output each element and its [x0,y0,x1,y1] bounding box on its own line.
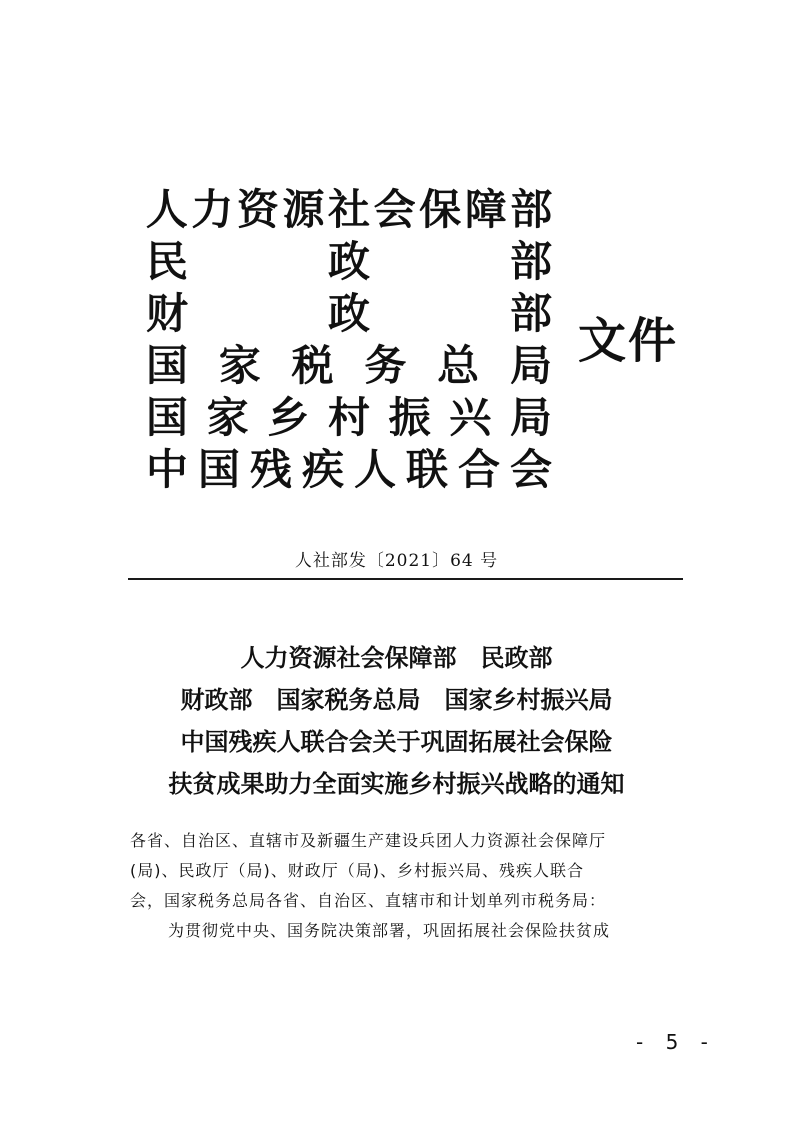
issuer-char: 振 [388,393,431,442]
issuer-char: 障 [464,185,507,234]
issuer-char: 国 [145,341,188,390]
body-line: (局)、民政厅（局)、财政厅（局)、乡村振兴局、残疾人联合 [130,861,584,880]
title-line: 扶贫成果助力全面实施乡村振兴战略的通知 [168,769,625,798]
issuer-char: 财 [145,289,188,338]
issuer-row-nrra [144,392,554,444]
body-line: 会，国家税务总局各省、自治区、直辖市和计划单列市税务局： [130,891,607,910]
issuer-row-sat [144,340,554,392]
issuer-char: 残 [249,445,292,494]
issuer-char: 家 [206,393,249,442]
issuer-char: 会 [373,185,416,234]
issuer-char: 会 [509,445,552,494]
title-line: 人力资源社会保障部 民政部 [240,643,553,672]
issuer-char: 民 [145,237,188,286]
issuer-char: 联 [405,445,448,494]
issuer-char: 部 [509,237,552,286]
document-body [130,826,690,946]
issuer-char: 村 [327,393,370,442]
issuer-char: 务 [364,341,407,390]
issuer-char: 政 [327,289,370,338]
page-number: - 5 - [636,1030,716,1054]
document-suffix: 文件 [578,313,679,369]
issuer-char: 兴 [449,393,492,442]
issuer-row-mca [144,236,554,288]
title-line: 财政部 国家税务总局 国家乡村振兴局 [180,685,613,714]
issuer-char: 社 [328,185,371,234]
document-number: 人社部发〔2021〕64 号 [294,551,499,571]
issuer-char: 人 [145,185,188,234]
issuer-char: 家 [218,341,261,390]
document-title [0,637,793,805]
issuer-char: 局 [509,393,552,442]
body-line: 各省、自治区、直辖市及新疆生产建设兵团人力资源社会保障厅 [130,831,607,850]
issuer-char: 政 [327,237,370,286]
issuer-char: 合 [457,445,500,494]
issuer-char: 力 [191,185,234,234]
issuer-row-mohrss [144,184,554,236]
issuer-char: 税 [291,341,334,390]
issuer-char: 资 [236,185,279,234]
issuer-char: 中 [145,445,188,494]
issuer-char: 国 [197,445,240,494]
title-line: 中国残疾人联合会关于巩固拓展社会保险 [180,727,613,756]
issuer-char: 保 [419,185,462,234]
issuer-row-mof [144,288,554,340]
body-line: 为贯彻党中央、国务院决策部署，巩固拓展社会保险扶贫成 [168,921,611,940]
issuer-char: 乡 [267,393,310,442]
issuer-char: 局 [509,341,552,390]
issuer-char: 源 [282,185,325,234]
issuer-char: 部 [509,289,552,338]
separator-rule [128,578,683,580]
issuer-char: 部 [510,185,553,234]
issuing-authorities [144,184,554,496]
issuer-char: 国 [145,393,188,442]
issuer-char: 人 [353,445,396,494]
issuer-row-cdpf [144,444,554,496]
issuer-char: 疾 [301,445,344,494]
issuer-char: 总 [437,341,480,390]
